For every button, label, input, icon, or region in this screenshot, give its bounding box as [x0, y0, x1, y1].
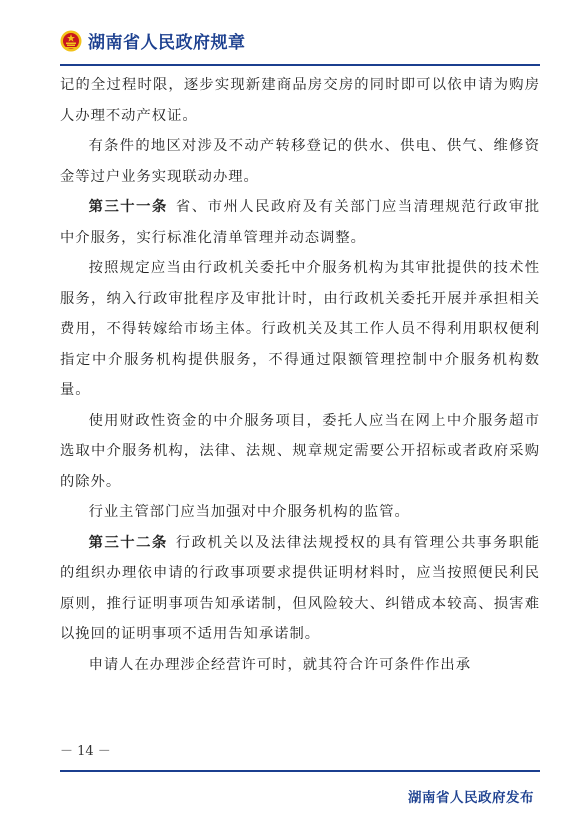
paragraph-continuation: 记的全过程时限，逐步实现新建商品房交房的同时即可以依申请为购房人办理不动产权证。 [60, 77, 540, 124]
article-31 [60, 192, 540, 253]
footer-publisher: 湖南省人民政府发布 [408, 790, 534, 806]
article-32-label: 第三十二条 [88, 534, 168, 551]
paragraph-supervision: 行业主管部门应当加强对中介服务机构的监管。 [88, 504, 410, 520]
footer-divider [60, 770, 540, 772]
page-number: － 14 － [60, 744, 111, 759]
page-header [60, 28, 246, 53]
paragraph-fiscal-funds: 使用财政性资金的中介服务项目，委托人应当在网上中介服务超市选取中介服务机构，法律、法规、规章规定需要公开招标或者政府采购的除外。 [60, 412, 540, 490]
article-31-text: 省、市州人民政府及有关部门应当清理规范行政审批中介服务，实行标准化清单管理并动态调整。 [60, 199, 540, 246]
header-divider [60, 64, 540, 66]
article-32 [60, 528, 540, 650]
article-32-text: 行政机关以及法律法规授权的具有管理公共事务职能的组织办理依申请的行政事项要求提供证明材料时，应当按照便民利民原则，推行证明事项告知承诺制，但风险较大、纠错成本较高、损害难以挽回的证明事项不适用告知承诺制。 [60, 534, 540, 642]
national-emblem-icon [60, 30, 82, 52]
document-body [60, 70, 540, 680]
paragraph-applicant-commitment: 申请人在办理涉企经营许可时，就其符合许可条件作出承 [88, 656, 472, 673]
article-31-label: 第三十一条 [88, 199, 168, 215]
header-title: 湖南省人民政府规章 [88, 33, 246, 53]
paragraph-intermediary-services: 按照规定应当由行政机关委托中介服务机构为其审批提供的技术性服务，纳入行政审批程序及审批计时，由行政机关委托开展并承担相关费用，不得转嫁给市场主体。行政机关及其工作人员不得利用职权便利指定中介服务机构提供服务，不得通过限额管理控制中介服务机构数量。 [60, 260, 540, 398]
paragraph-utilities-transfer: 有条件的地区对涉及不动产转移登记的供水、供电、供气、维修资金等过户业务实现联动办理。 [60, 138, 540, 185]
